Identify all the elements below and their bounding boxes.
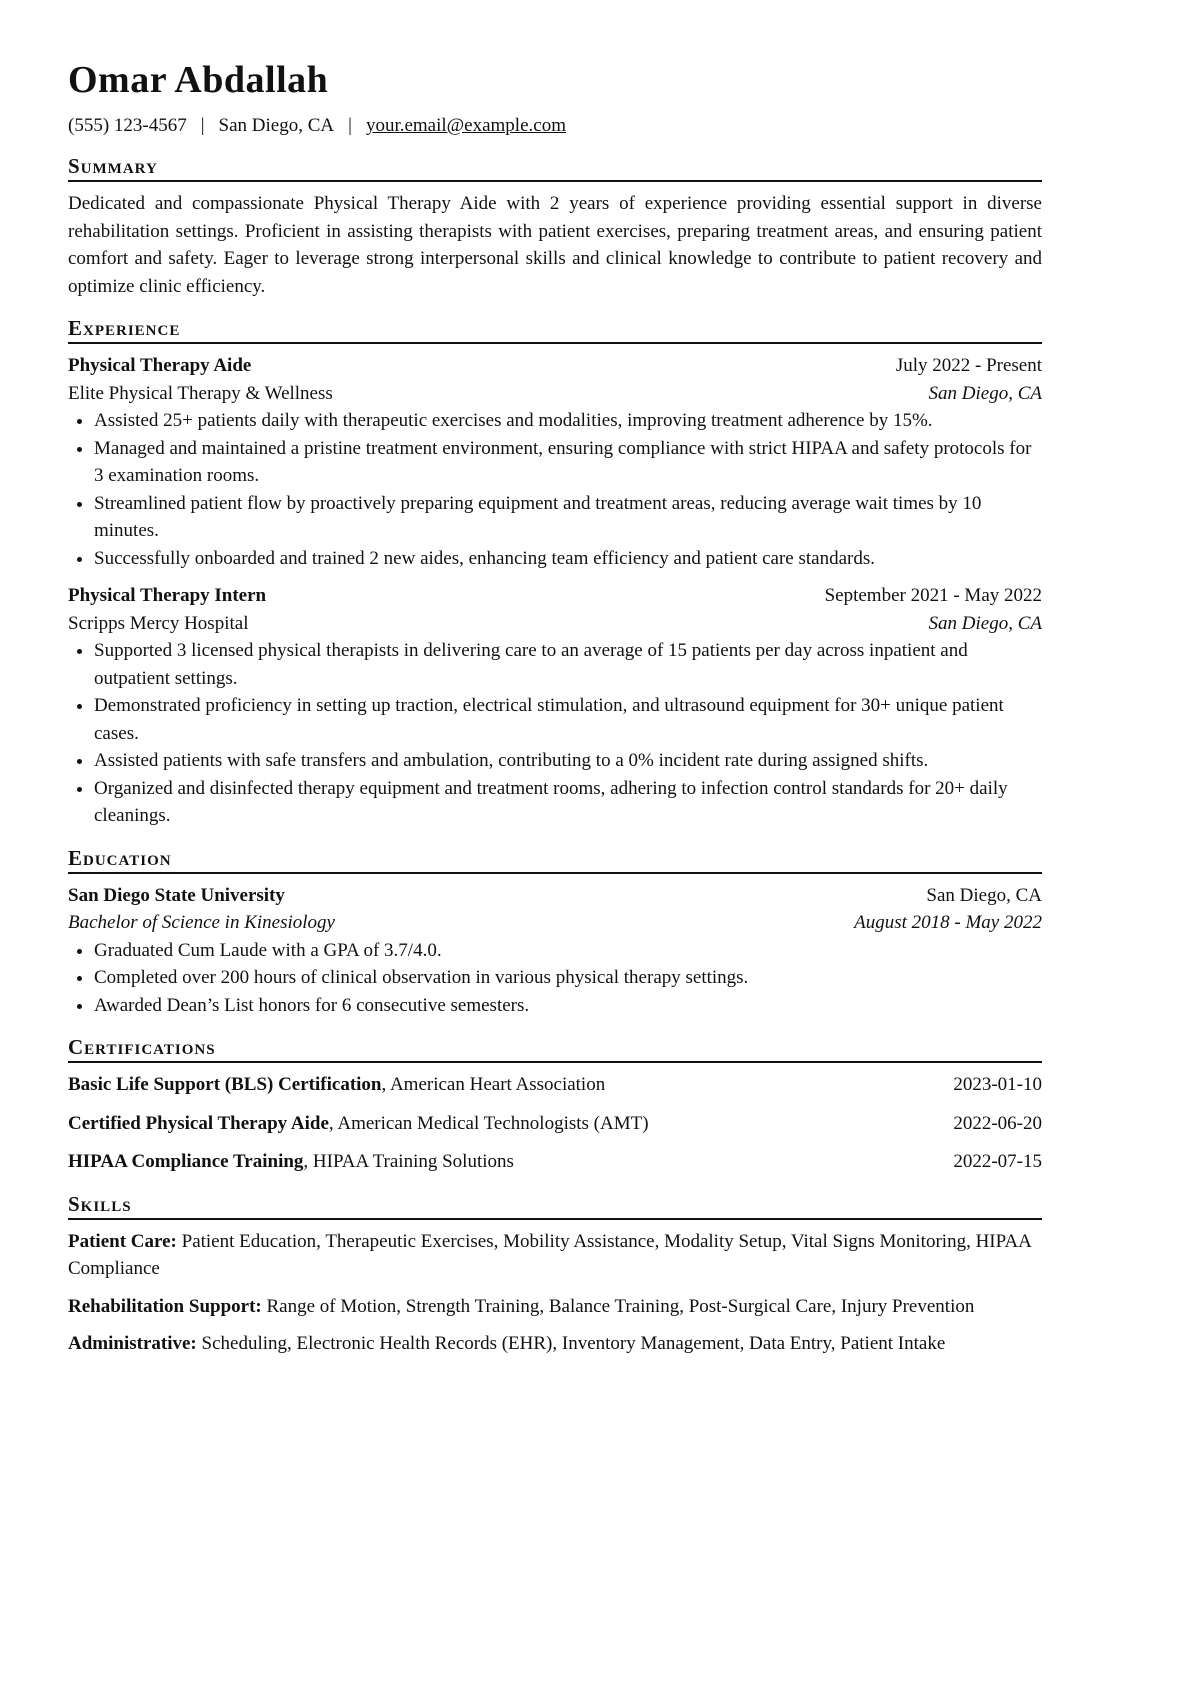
section-title: Experience	[68, 316, 1042, 344]
skill-group	[68, 1293, 1042, 1321]
job-bullets	[68, 407, 1042, 572]
bullet: • Assisted patients with safe transfers and ambulation, contributing to a 0% incident rate during assigned shifts.	[94, 747, 1042, 775]
cert-issuer: , American Medical Technologists (AMT)	[328, 1112, 649, 1134]
bullet: • Awarded Dean’s List honors for 6 consecutive semesters.	[94, 992, 1042, 1020]
location: San Diego, CA	[218, 115, 335, 136]
resume-page	[68, 58, 1042, 1368]
section-title: Summary	[68, 154, 1042, 182]
bullet: • Completed over 200 hours of clinical observation in various physical therapy settings.	[94, 964, 1042, 992]
bullet: • Assisted 25+ patients daily with therapeutic exercises and modalities, improving treatment adherence by 15%.	[94, 407, 1042, 435]
degree: Bachelor of Science in Kinesiology	[68, 912, 335, 933]
job-company: Elite Physical Therapy & Wellness	[68, 382, 333, 404]
bullet: • Graduated Cum Laude with a GPA of 3.7/4.0.	[94, 937, 1042, 965]
certification-item	[68, 1110, 1042, 1138]
bullet: • Supported 3 licensed physical therapists in delivering care to an average of 15 patients per day across inpatient and outpatient settings.	[94, 637, 1042, 692]
education-section	[68, 846, 1042, 1020]
experience-section	[68, 316, 1042, 830]
certification-item	[68, 1071, 1042, 1099]
cert-issuer: , American Heart Association	[381, 1074, 606, 1095]
cert-date: 2022-06-20	[953, 1112, 1042, 1134]
job-location: San Diego, CA	[928, 612, 1042, 634]
candidate-name: Omar Abdallah	[68, 59, 329, 101]
education-dates: August 2018 - May 2022	[854, 912, 1042, 933]
bullet: • Streamlined patient flow by proactively preparing equipment and treatment areas, reducing average wait times by 10 minutes.	[94, 490, 1042, 545]
phone: (555) 123-4567	[68, 115, 187, 136]
section-title: Education	[68, 846, 1042, 874]
cert-date: 2023-01-10	[953, 1074, 1042, 1095]
skill-label: Administrative:	[68, 1333, 197, 1354]
certification-item	[68, 1148, 1042, 1176]
separator: |	[348, 115, 352, 136]
certifications-section	[68, 1035, 1042, 1176]
section-title: Skills	[68, 1192, 1042, 1220]
summary-text: Dedicated and compassionate Physical Therapy Aide with 2 years of experience providing essential support in diverse rehabilitation settings. Proficient in assisting therapists with patient exercises, preparing treatment areas, and ensuring patient comfort and safety. Eager to leverage strong interpersonal skills and clinical knowledge to contribute to patient recovery and optimize clinic efficiency.	[68, 193, 1042, 297]
bullet: • Organized and disinfected therapy equipment and treatment rooms, adhering to infection control standards for 20+ daily cleanings.	[94, 775, 1042, 830]
job-role: Physical Therapy Intern	[68, 585, 267, 606]
job-location: San Diego, CA	[928, 382, 1042, 404]
cert-name: HIPAA Compliance Training	[68, 1151, 304, 1172]
skills-section	[68, 1192, 1042, 1358]
section-title: Certifications	[68, 1035, 1042, 1063]
skill-values: Range of Motion, Strength Training, Balance Training, Post-Surgical Care, Injury Prevention	[261, 1295, 975, 1317]
skill-values: Scheduling, Electronic Health Records (EHR), Inventory Management, Data Entry, Patient Intake	[196, 1333, 946, 1354]
job-entry	[68, 582, 1042, 830]
skill-group	[68, 1228, 1042, 1283]
bullet: • Managed and maintained a pristine treatment environment, ensuring compliance with strict HIPAA and safety protocols for 3 examination rooms.	[94, 435, 1042, 490]
cert-name: Certified Physical Therapy Aide	[68, 1112, 329, 1134]
bullet: • Demonstrated proficiency in setting up traction, electrical stimulation, and ultrasound equipment for 30+ unique patient cases.	[94, 692, 1042, 747]
job-entry	[68, 352, 1042, 572]
cert-name: Basic Life Support (BLS) Certification	[68, 1074, 382, 1095]
skill-group	[68, 1330, 1042, 1358]
job-company: Scripps Mercy Hospital	[68, 612, 249, 634]
job-dates: September 2021 - May 2022	[824, 585, 1042, 606]
cert-issuer: , HIPAA Training Solutions	[303, 1151, 514, 1172]
separator: |	[200, 115, 205, 136]
skill-values: Patient Education, Therapeutic Exercises, Mobility Assistance, Modality Setup, Vital Signs Monitoring, HIPAA Compliance	[68, 1230, 1031, 1279]
skill-label: Rehabilitation Support:	[68, 1295, 262, 1317]
bullet: • Successfully onboarded and trained 2 new aides, enhancing team efficiency and patient care standards.	[94, 545, 1042, 573]
job-role: Physical Therapy Aide	[68, 355, 252, 376]
school-location: San Diego, CA	[926, 884, 1042, 906]
cert-date: 2022-07-15	[953, 1151, 1042, 1172]
contact-line	[68, 114, 1042, 138]
job-dates: July 2022 - Present	[895, 355, 1042, 376]
school-name: San Diego State University	[68, 884, 285, 906]
education-bullets	[68, 937, 1042, 1020]
skill-label: Patient Care:	[68, 1230, 177, 1252]
email-link[interactable]: your.email@example.com	[365, 115, 566, 136]
summary-section	[68, 154, 1042, 300]
job-bullets	[68, 637, 1042, 830]
